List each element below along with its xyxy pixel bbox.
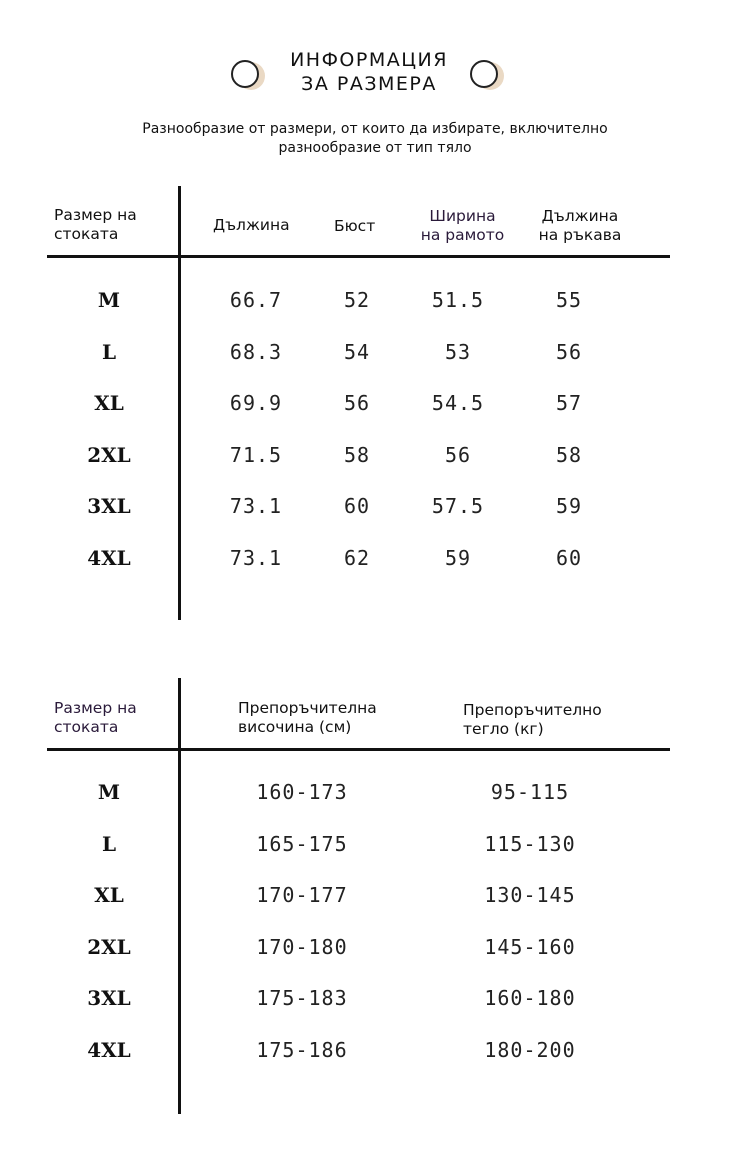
cell-sleeve: 59 — [555, 494, 583, 518]
row-size-label: 2XL — [87, 935, 131, 959]
cell-height: 165-175 — [256, 832, 348, 856]
circle-decoration-icon — [470, 60, 504, 90]
cell-weight: 130-145 — [484, 883, 576, 907]
cell-sleeve: 60 — [555, 546, 583, 570]
cell-sleeve: 56 — [555, 340, 583, 364]
page-title-line1: ИНФОРМАЦИЯ — [290, 49, 448, 71]
cell-bust: 54 — [343, 340, 371, 364]
cell-length: 73.1 — [229, 494, 283, 518]
cell-shoulder: 51.5 — [431, 288, 485, 312]
cell-weight: 95-115 — [490, 780, 570, 804]
cell-height: 175-186 — [256, 1038, 348, 1062]
header-shoulder: Ширина на рамото — [420, 207, 505, 244]
cell-weight: 160-180 — [484, 986, 576, 1010]
cell-bust: 62 — [343, 546, 371, 570]
cell-length: 68.3 — [229, 340, 283, 364]
row-size-label: 3XL — [87, 494, 131, 518]
cell-length: 69.9 — [229, 391, 283, 415]
cell-bust: 58 — [343, 443, 371, 467]
row-size-label: L — [101, 340, 117, 364]
cell-sleeve: 55 — [555, 288, 583, 312]
table-divider-horizontal — [47, 255, 670, 258]
cell-shoulder: 59 — [444, 546, 472, 570]
header-bust: Бюст — [334, 217, 376, 235]
header-size: Размер на стоката — [54, 206, 137, 243]
cell-shoulder: 53 — [444, 340, 472, 364]
row-size-label: 2XL — [87, 443, 131, 467]
cell-shoulder: 54.5 — [431, 391, 485, 415]
row-size-label: XL — [94, 391, 124, 415]
table-divider-vertical — [178, 186, 181, 620]
cell-bust: 60 — [343, 494, 371, 518]
title-block — [0, 44, 750, 104]
cell-height: 175-183 — [256, 986, 348, 1010]
subtitle — [0, 120, 750, 158]
table-divider-horizontal — [47, 748, 670, 751]
row-size-label: 4XL — [87, 546, 131, 570]
cell-weight: 145-160 — [484, 935, 576, 959]
row-size-label: L — [101, 832, 117, 856]
subtitle-line2: разнообразие от тип тяло — [278, 140, 472, 156]
row-size-label: 4XL — [87, 1038, 131, 1062]
row-size-label: XL — [94, 883, 124, 907]
cell-weight: 115-130 — [484, 832, 576, 856]
cell-height: 170-180 — [256, 935, 348, 959]
cell-sleeve: 57 — [555, 391, 583, 415]
cell-height: 160-173 — [256, 780, 348, 804]
cell-height: 170-177 — [256, 883, 348, 907]
cell-length: 71.5 — [229, 443, 283, 467]
subtitle-line1: Разнообразие от размери, от които да избирате, включително — [142, 121, 608, 137]
header-height: Препоръчителна височина (см) — [238, 699, 377, 736]
cell-bust: 52 — [343, 288, 371, 312]
table-divider-vertical — [178, 678, 181, 1114]
cell-bust: 56 — [343, 391, 371, 415]
cell-shoulder: 57.5 — [431, 494, 485, 518]
header-weight: Препоръчително тегло (кг) — [463, 701, 602, 738]
header-size: Размер на стоката — [54, 699, 137, 736]
cell-shoulder: 56 — [444, 443, 472, 467]
cell-length: 66.7 — [229, 288, 283, 312]
row-size-label: M — [97, 288, 121, 312]
cell-length: 73.1 — [229, 546, 283, 570]
row-size-label: 3XL — [87, 986, 131, 1010]
row-size-label: M — [97, 780, 121, 804]
page-title-line2: ЗА РАЗМЕРА — [301, 73, 437, 95]
cell-sleeve: 58 — [555, 443, 583, 467]
header-length: Дължина — [213, 216, 290, 234]
cell-weight: 180-200 — [484, 1038, 576, 1062]
header-sleeve: Дължина на ръкава — [538, 207, 622, 244]
